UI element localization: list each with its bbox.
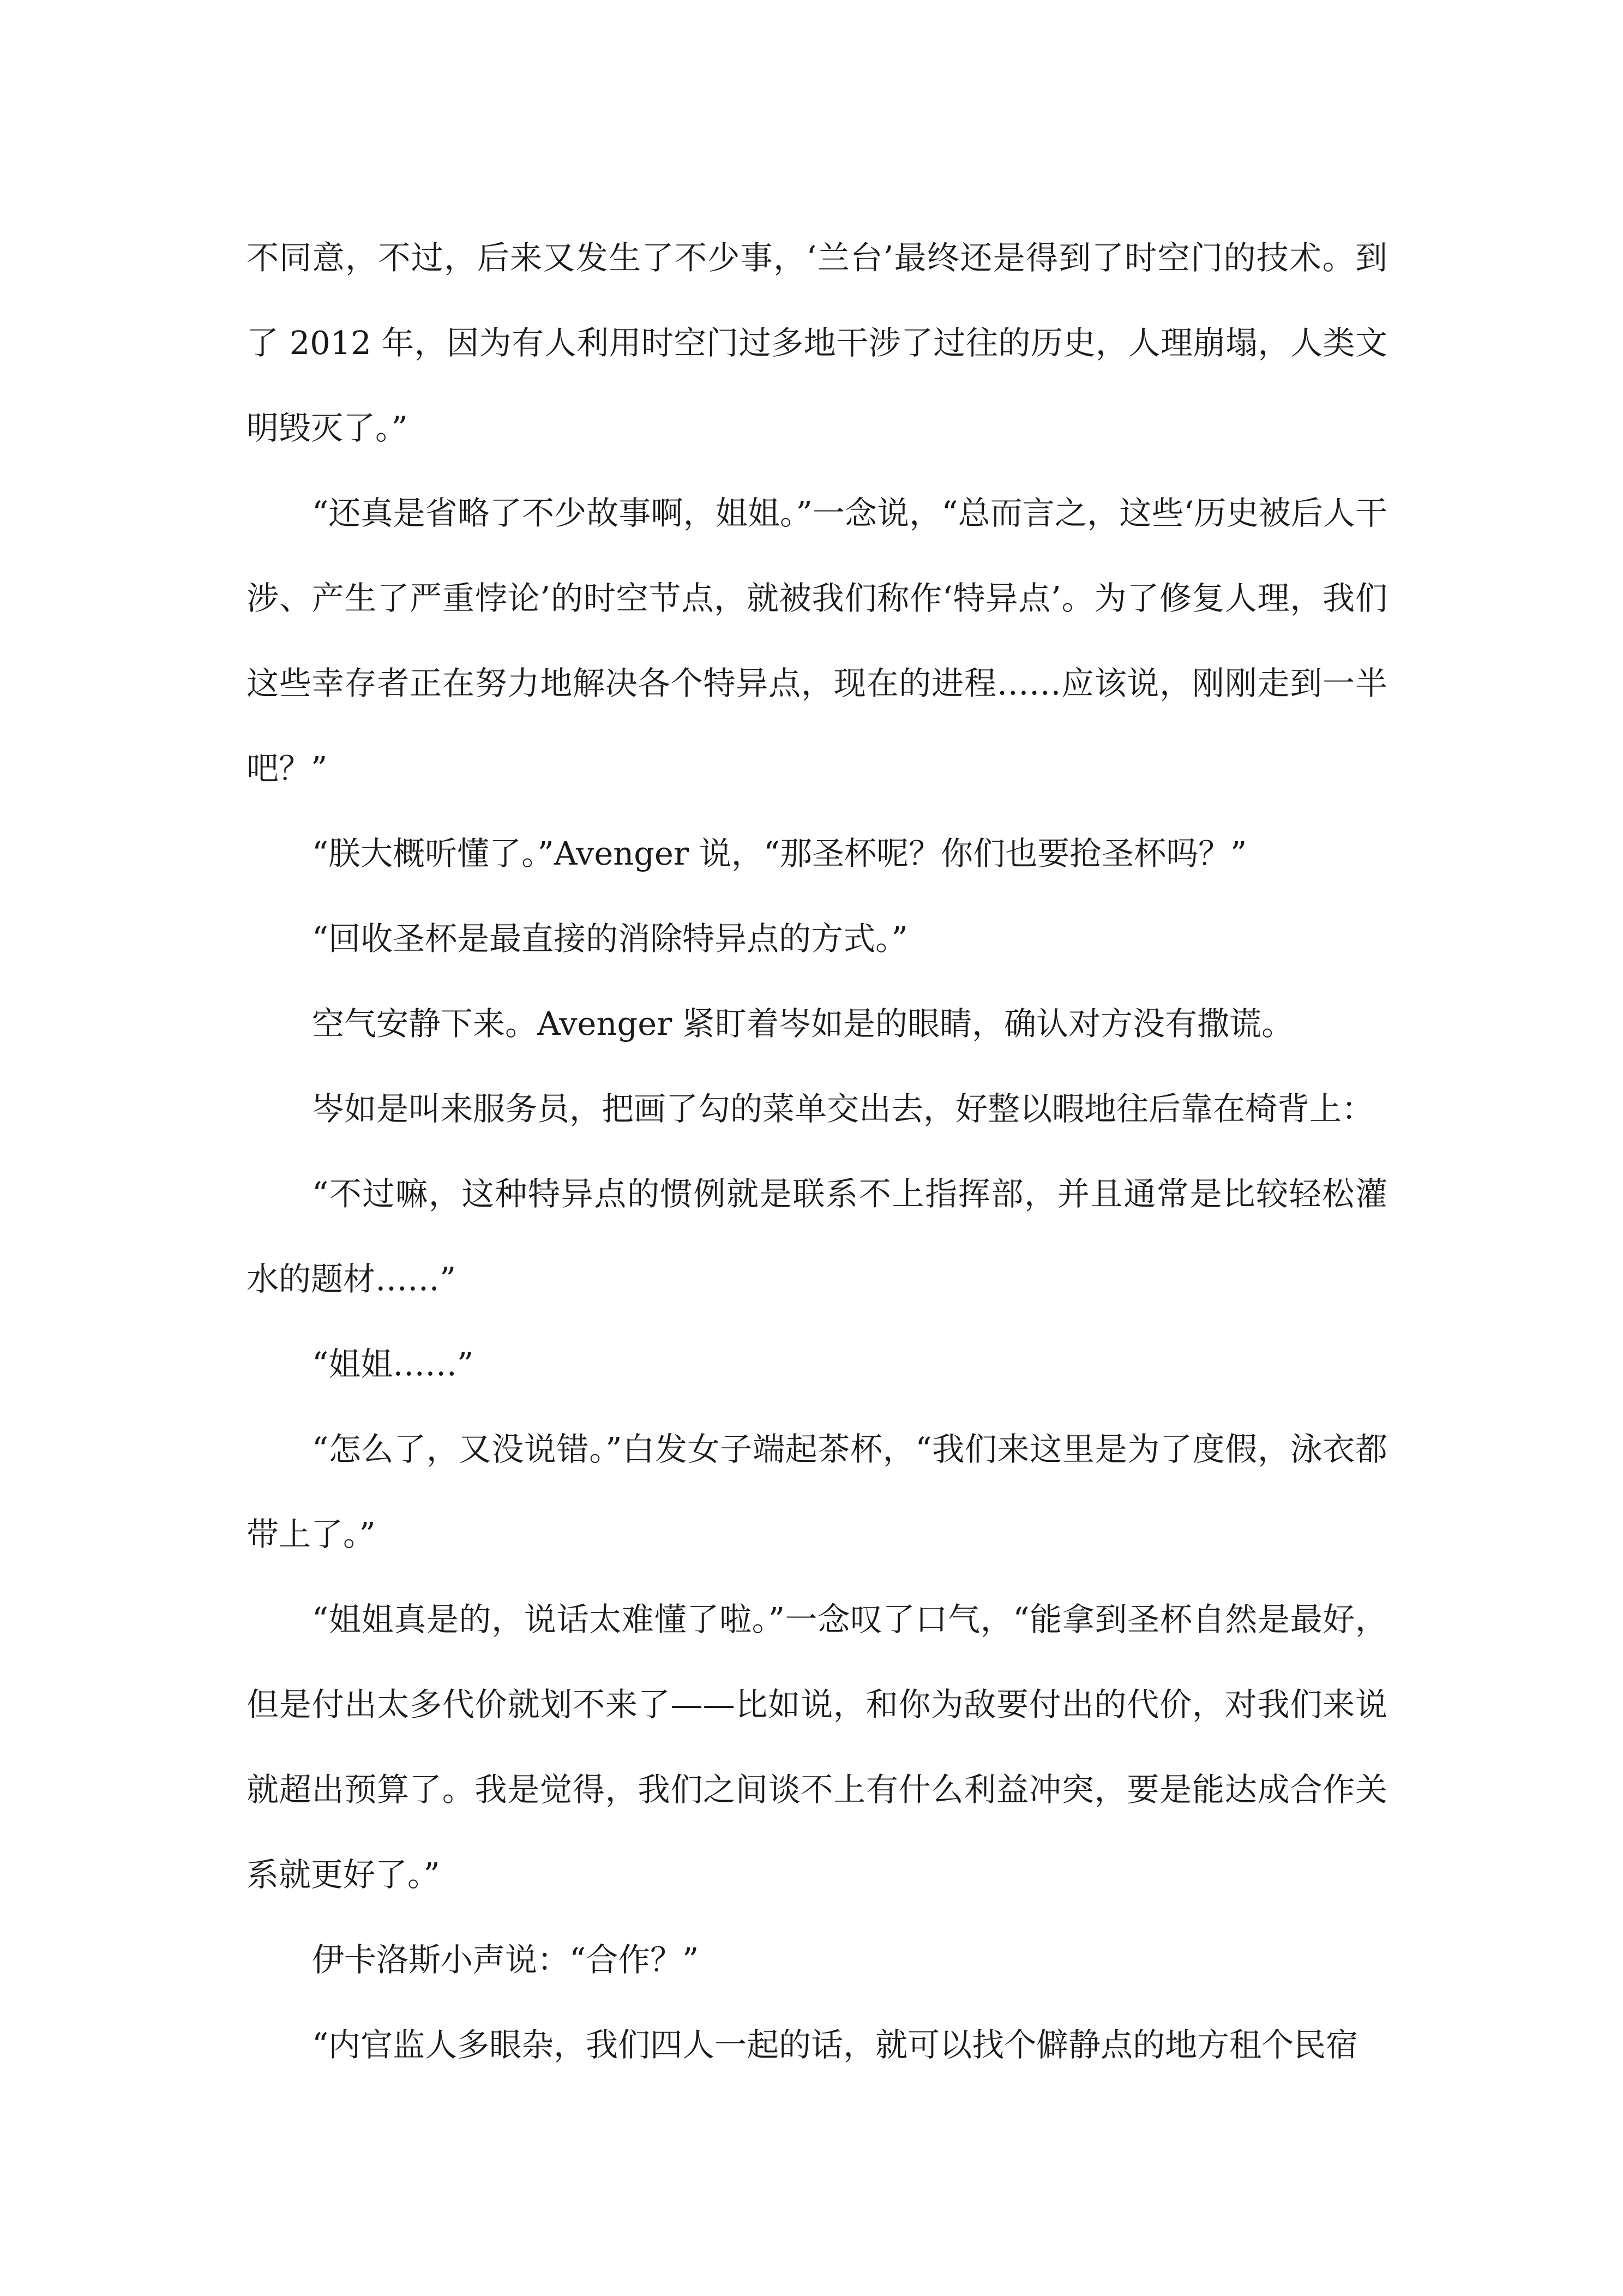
- document-page: [247, 215, 1387, 2088]
- paragraph-10: “姐姐真是的，说话太难懂了啦。”一念叹了口气，“能拿到圣杯自然是最好，但是付出太多代价就划不来了——比如说，和你为敌要付出的代价，对我们来说就超出预算了。我是觉得，我们之间谈不上有什么利益冲突，要是能达成合作关系就更好了。”: [247, 1600, 1387, 1893]
- paragraph-5: 空气安静下来。Avenger 紧盯着岑如是的眼睛，确认对方没有撒谎。: [312, 1005, 1294, 1042]
- paragraph-3: “朕大概听懂了。”Avenger 说，“那圣杯呢？你们也要抢圣杯吗？”: [312, 835, 1247, 872]
- paragraph-2: “还真是省略了不少故事啊，姐姐。”一念说，“总而言之，这些‘历史被后人干涉、产生了严重悖论’的时空节点，就被我们称作‘特异点’。为了修复人理，我们这些幸存者正在努力地解决各个特异点，现在的进程……应该说，刚刚走到一半吧？”: [247, 494, 1387, 787]
- paragraph-8: “姐姐……”: [312, 1345, 474, 1383]
- paragraph-7: “不过嘛，这种特异点的惯例就是联系不上指挥部，并且通常是比较轻松灌水的题材……”: [247, 1175, 1387, 1298]
- paragraph-9: “怎么了，又没说错。”白发女子端起茶杯，“我们来这里是为了度假，泳衣都带上了。”: [247, 1430, 1387, 1553]
- paragraph-11: 伊卡洛斯小声说：“合作？”: [312, 1941, 699, 1979]
- paragraph-4: “回收圣杯是最直接的消除特异点的方式。”: [312, 920, 908, 957]
- paragraph-1: 不同意，不过，后来又发生了不少事，‘兰台’最终还是得到了时空门的技术。到了 2012 年，因为有人利用时空门过多地干涉了过往的历史，人理崩塌，人类文明毁灭了。”: [247, 239, 1387, 447]
- paragraph-6: 岑如是叫来服务员，把画了勾的菜单交出去，好整以暇地往后靠在椅背上：: [312, 1090, 1374, 1128]
- paragraph-12: “内官监人多眼杂，我们四人一起的话，就可以找个僻静点的地方租个民宿: [312, 2026, 1358, 2064]
